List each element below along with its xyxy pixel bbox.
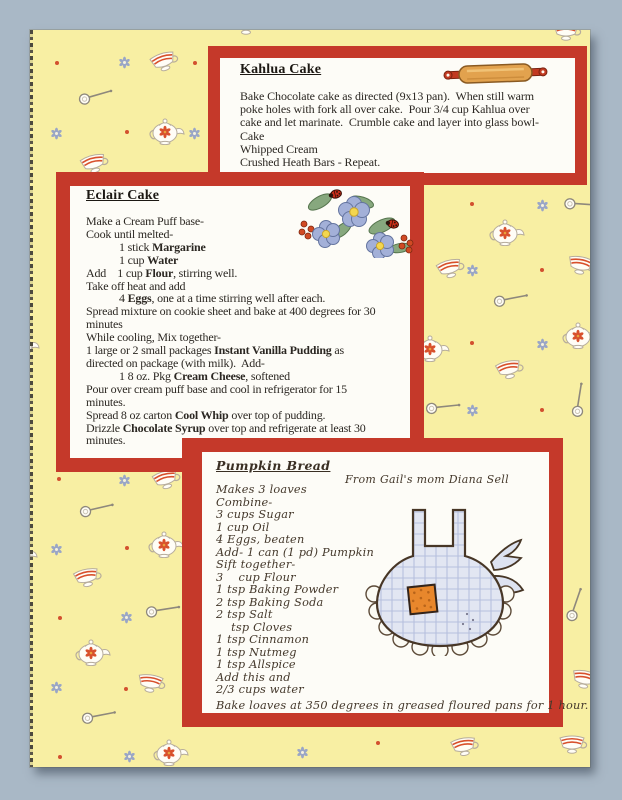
recipe-line: Combine-	[216, 495, 273, 509]
recipe-line: 1 cup Oil	[216, 520, 270, 534]
ladle-icon	[76, 699, 118, 738]
ladle-icon	[140, 593, 182, 633]
ladle-icon	[557, 185, 590, 228]
teapot-icon	[73, 634, 111, 671]
recipe-line: 3 cups Sugar	[216, 508, 294, 521]
recipe-line: 2 tsp Baking Soda	[216, 595, 324, 609]
recipe-line: Take off heat and add	[86, 278, 186, 293]
recipe-line: Drizzle Chocolate Syrup over top and refrigerate at least 30	[86, 420, 366, 435]
gingham-apron-icon	[355, 498, 525, 661]
flower-icon	[118, 56, 131, 74]
red-dot-icon	[124, 687, 128, 691]
red-dot-icon	[470, 202, 474, 206]
recipe-line: 3 cup Flour	[216, 570, 296, 584]
recipe-line: Make a Cream Puff base-	[86, 214, 204, 228]
recipe-line: 1 tsp Allspice	[216, 658, 296, 671]
teapot-icon	[146, 526, 184, 563]
teacup-icon	[134, 670, 167, 701]
recipe-line: 2 tsp Salt	[216, 608, 273, 621]
flower-icon	[123, 750, 136, 767]
red-dot-icon	[470, 341, 474, 345]
red-dot-icon	[125, 130, 129, 134]
recipe-line: poke holes with fork all over cake. Pour 3/4 cup Kahlua over	[240, 102, 530, 117]
red-dot-icon	[58, 755, 62, 759]
recipe-line: Cake	[240, 128, 265, 143]
recipe-line: Bake Chocolate cake as directed (9x13 pan). When still warm	[240, 89, 535, 103]
recipe-footer-pumpkin: Bake loaves at 350 degrees in greased floured pans for 1 hour.	[216, 698, 589, 712]
flower-icon	[536, 199, 549, 217]
recipe-line: Add this and	[216, 670, 291, 684]
ladle-icon	[559, 380, 590, 425]
recipe-line: 1 tsp Cinnamon	[216, 633, 310, 646]
red-dot-icon	[193, 61, 197, 65]
flower-icon	[466, 404, 479, 422]
teapot-icon	[30, 327, 40, 364]
red-dot-icon	[540, 268, 544, 272]
ladle-icon	[74, 80, 114, 117]
recipe-line: 1 cup Water	[119, 252, 179, 267]
recipe-line: Spread mixture on cookie sheet and bake at 400 degrees for 30	[86, 304, 376, 319]
recipe-card-eclair	[56, 172, 424, 472]
recipe-title-kahlua: Kahlua Cake	[240, 62, 322, 77]
recipe-line: Spread 8 oz carton Cool Whip over top of pudding.	[86, 407, 326, 422]
teacup-icon	[433, 254, 469, 288]
recipe-card-pumpkin	[182, 438, 589, 727]
recipe-line: 2/3 cups water	[216, 683, 304, 696]
flower-icon	[50, 681, 63, 699]
recipe-line: minutes.	[86, 394, 126, 409]
recipe-line: Whipped Cream	[240, 141, 318, 156]
teacup-icon	[552, 30, 582, 47]
recipe-line: directed on package (with milk). Add-	[86, 355, 265, 370]
rolling-pin-icon	[443, 60, 548, 93]
ladle-icon	[419, 389, 462, 430]
red-dot-icon	[55, 61, 59, 65]
flower-icon	[296, 746, 309, 764]
recipe-card-pumpkin-paper	[202, 452, 589, 713]
red-dot-icon	[57, 477, 61, 481]
recipe-line: Pour over cream puff base and cool in refrigerator for 15	[86, 381, 347, 396]
scrapbook-page	[30, 30, 590, 767]
recipe-line: 4 Eggs, beaten	[216, 533, 305, 546]
recipe-card-kahlua	[208, 46, 587, 185]
flower-icon	[466, 264, 479, 282]
ladle-icon	[488, 282, 530, 321]
teacup-icon	[558, 733, 588, 760]
recipe-title-pumpkin: Pumpkin Bread	[216, 458, 331, 473]
teacup-icon	[448, 733, 482, 765]
recipe-line: 1 stick Margarine	[119, 239, 206, 254]
teapot-icon	[147, 113, 185, 150]
recipe-line: Sift together-	[216, 558, 296, 571]
flower-icon	[118, 474, 131, 492]
recipe-line: Add 1 cup Flour, stirring well.	[86, 265, 238, 280]
flower-icon	[50, 543, 63, 561]
recipe-line: 1 tsp Baking Powder	[216, 583, 339, 596]
teacup-icon	[568, 666, 590, 698]
recipe-line: minutes	[86, 317, 123, 332]
recipe-line: cake and let marinate. Crumble cake and layer into glass bowl-	[240, 115, 539, 130]
red-dot-icon	[376, 741, 380, 745]
flowers-and-ladybugs-icon	[292, 186, 416, 263]
teacup-icon	[493, 355, 528, 388]
teapot-icon	[487, 214, 525, 251]
red-dot-icon	[125, 546, 129, 550]
recipe-line: 1 8 oz. Pkg Cream Cheese, softened	[119, 368, 290, 383]
teapot-icon	[560, 317, 590, 354]
recipe-line: 1 large or 2 small packages Instant Vanilla Pudding as	[86, 343, 345, 358]
recipe-line: 1 tsp Nutmeg	[216, 645, 297, 659]
recipe-card-eclair-paper	[70, 186, 410, 458]
teacup-icon	[71, 563, 106, 596]
recipe-line: tsp Cloves	[216, 620, 293, 634]
teapot-icon	[30, 536, 38, 573]
recipe-line: Cook until melted-	[86, 226, 174, 241]
recipe-line: Add- 1 can (1 pd) Pumpkin	[216, 545, 374, 559]
flower-icon	[50, 127, 63, 145]
red-dot-icon	[540, 408, 544, 412]
flower-icon	[120, 611, 133, 629]
recipe-attribution: From Gail's mom Diana Sell	[345, 473, 509, 486]
recipe-line: minutes.	[86, 433, 126, 448]
recipe-line: While cooling, Mix together-	[86, 330, 221, 345]
recipe-title-eclair: Eclair Cake	[86, 188, 160, 203]
ladle-icon	[74, 492, 115, 530]
recipe-line: Crushed Heath Bars - Repeat.	[240, 155, 381, 170]
red-dot-icon	[58, 616, 62, 620]
recipe-card-kahlua-paper	[220, 58, 575, 173]
teacup-icon	[232, 30, 262, 41]
recipe-line: 4 Eggs, one at a time stirring well after each.	[119, 291, 326, 306]
flower-icon	[536, 338, 549, 356]
recipe-line: Makes 3 loaves	[216, 483, 307, 496]
teapot-icon	[151, 734, 189, 767]
teacup-icon	[147, 46, 184, 81]
teacup-icon	[564, 252, 590, 284]
flower-icon	[188, 127, 201, 145]
